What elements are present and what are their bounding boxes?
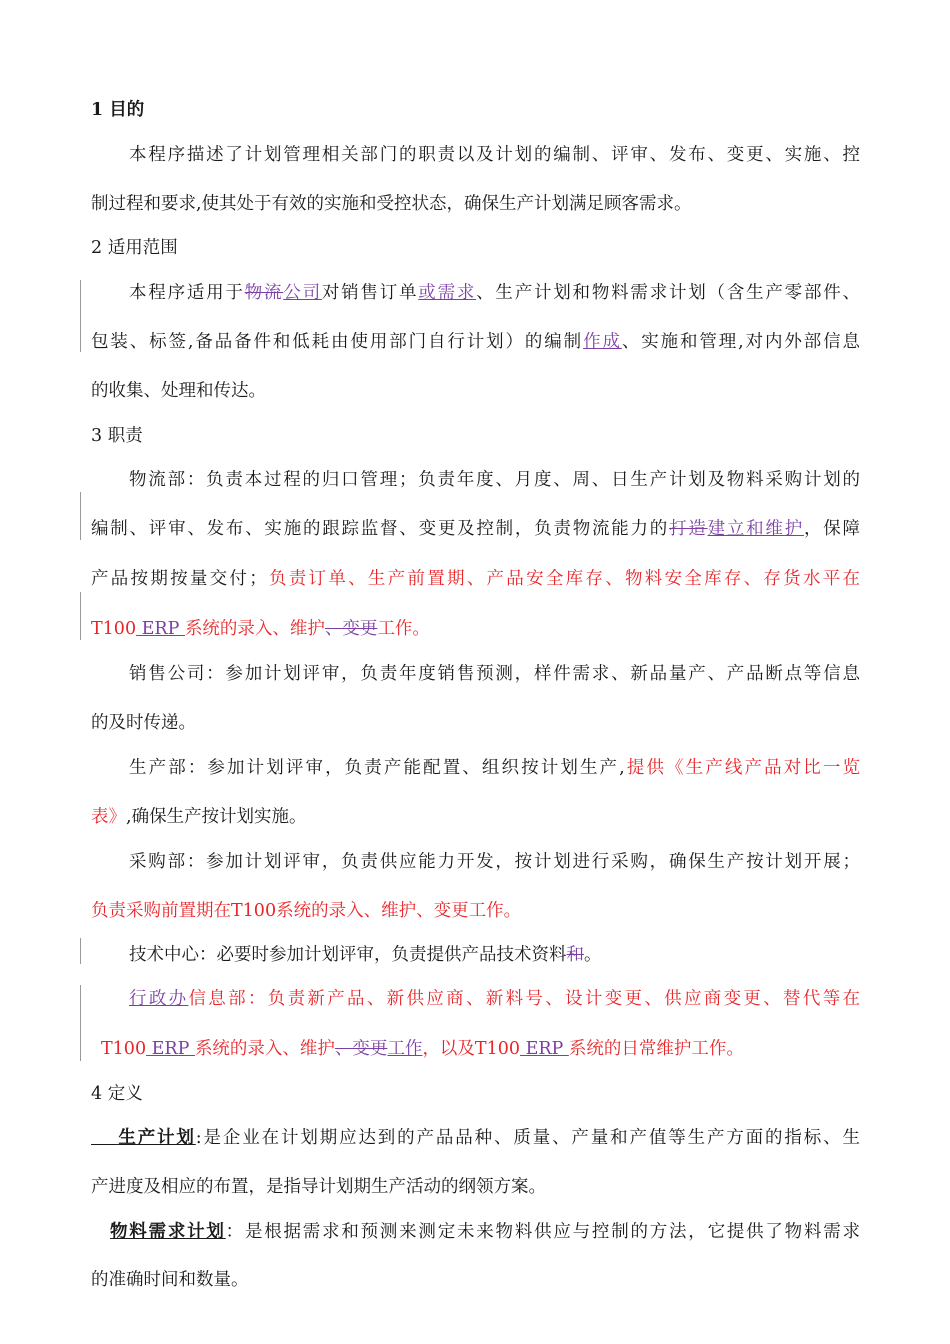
change-bar [80, 985, 81, 1061]
logistics-line3: 产品按期按量交付；负责订单、生产前置期、产品安全库存、物料安全库存、存货水平在 [91, 569, 861, 589]
tech-center-line: 技术中心：必要时参加计划评审，负责提供产品技术资料和。 [129, 945, 602, 965]
section-3-title: 3 职责 [91, 426, 143, 446]
definition-production-plan-line2: 产进度及相应的布置，是指导计划期生产活动的纲领方案。 [91, 1177, 546, 1197]
paragraph-purpose-line1: 本程序描述了计划管理相关部门的职责以及计划的编制、评审、发布、变更、实施、控 [129, 145, 860, 165]
scope-line1: 本程序适用于物流公司对销售订单或需求、生产计划和物料需求计划（含生产零部件、 [129, 283, 861, 303]
logistics-line1: 物流部：负责本过程的归口管理；负责年度、月度、周、日生产计划及物料采购计划的 [129, 470, 860, 490]
scope-line2: 包装、标签,备品备件和低耗由使用部门自行计划）的编制作成、实施和管理,对内外部信息 [91, 332, 861, 352]
production-line2: 表》,确保生产按计划实施。 [91, 807, 307, 827]
term-mrp: 物料需求计划 [110, 1222, 226, 1242]
term-production-plan: 生产计划 [118, 1128, 196, 1148]
sales-line1: 销售公司：参加计划评审，负责年度销售预测，样件需求、新品量产、产品断点等信息 [129, 664, 860, 684]
logistics-line2: 编制、评审、发布、实施的跟踪监督、变更及控制，负责物流能力的打造建立和维护，保障 [91, 519, 861, 539]
it-line1: 行政办信息部：负责新产品、新供应商、新料号、设计变更、供应商变更、替代等在 [129, 989, 861, 1009]
logistics-line4: T100 ERP 系统的录入、维护、变更工作。 [91, 619, 430, 639]
production-line1: 生产部：参加计划评审，负责产能配置、组织按计划生产,提供《生产线产品对比一览 [129, 758, 861, 778]
section-2-title: 2 适用范围 [91, 238, 178, 258]
paragraph-purpose-line2: 制过程和要求,使其处于有效的实施和受控状态，确保生产计划满足顾客需求。 [91, 194, 692, 214]
definition-mrp-line2: 的准确时间和数量。 [91, 1270, 249, 1290]
section-1-title: 1 目的 [91, 100, 145, 120]
purchasing-line1: 采购部：参加计划评审，负责供应能力开发，按计划进行采购，确保生产按计划开展； [129, 852, 860, 872]
change-bar [80, 492, 81, 540]
definition-mrp-line1: 物料需求计划：是根据需求和预测来测定未来物料供应与控制的方法，它提供了物料需求 [110, 1222, 861, 1242]
scope-line3: 的收集、处理和传达。 [91, 381, 266, 401]
change-bar [80, 592, 81, 640]
purchasing-line2: 负责采购前置期在T100系统的录入、维护、变更工作。 [91, 901, 522, 921]
it-line2: T100 ERP 系统的录入、维护、变更工作，以及T100 ERP 系统的日常维护工作。 [101, 1039, 744, 1059]
sales-line2: 的及时传递。 [91, 713, 196, 733]
definition-production-plan-line1: 生产计划:是企业在计划期应达到的产品品种、质量、产量和产值等生产方面的指标、生 [91, 1126, 860, 1150]
section-4-title: 4 定义 [91, 1084, 143, 1104]
change-bar [80, 938, 81, 964]
change-bar [80, 280, 81, 352]
